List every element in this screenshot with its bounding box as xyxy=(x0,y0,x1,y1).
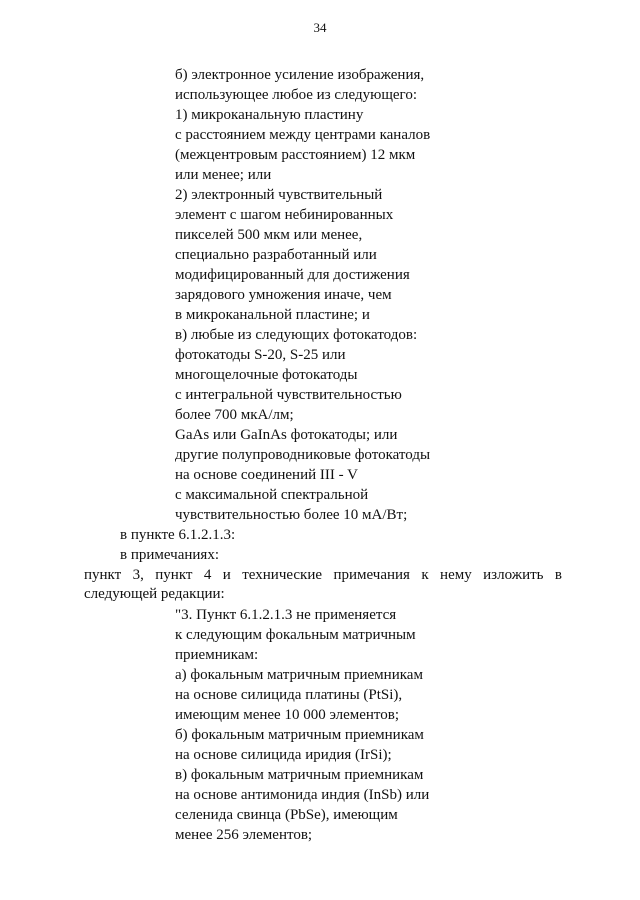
text-line: в примечаниях: xyxy=(120,547,219,563)
text-line: "3. Пункт 6.1.2.1.3 не применяется xyxy=(175,607,397,623)
text-line: в) фокальным матричным приемникам xyxy=(175,767,424,783)
text-line: с расстоянием между центрами каналов xyxy=(175,127,431,143)
text-line: использующее любое из следующего: xyxy=(175,87,417,103)
text-line: б) фокальным матричным приемникам xyxy=(175,727,424,743)
text-line: элемент с шагом небинированных xyxy=(175,207,394,223)
text-line: более 700 мкА/лм; xyxy=(175,407,294,423)
text-line: GaAs или GaInAs фотокатоды; или xyxy=(175,427,398,443)
text-line: специально разработанный или xyxy=(175,247,377,263)
text-line: а) фокальным матричным приемникам xyxy=(175,667,423,683)
text-line: чувствительностью более 10 мА/Вт; xyxy=(175,507,408,523)
text-line: (межцентровым расстоянием) 12 мкм xyxy=(175,147,416,163)
text-line: на основе силицида платины (PtSi), xyxy=(175,687,403,703)
text-line: модифицированный для достижения xyxy=(175,267,410,283)
text-line: с максимальной спектральной xyxy=(175,487,369,503)
text-line: с интегральной чувствительностью xyxy=(175,387,402,403)
text-line: б) электронное усиление изображения, xyxy=(175,67,425,83)
text-line: менее 256 элементов; xyxy=(175,827,313,843)
text-line: 1) микроканальную пластину xyxy=(175,107,364,123)
text-line: на основе силицида иридия (IrSi); xyxy=(175,747,392,763)
text-line: многощелочные фотокатоды xyxy=(175,367,358,383)
text-line: приемникам: xyxy=(175,647,259,663)
page-number: 34 xyxy=(313,20,327,35)
text-line: 2) электронный чувствительный xyxy=(175,187,383,203)
amendment-paragraph: пункт 3, пункт 4 и технические примечания к нему изложить в следующей редакции: xyxy=(84,567,562,602)
text-line: в микроканальной пластине; и xyxy=(175,307,370,323)
text-line: в) любые из следующих фотокатодов: xyxy=(175,327,418,343)
text-line: или менее; или xyxy=(175,167,272,183)
text-line: селенида свинца (PbSe), имеющим xyxy=(175,807,398,823)
text-line: зарядового умножения иначе, чем xyxy=(175,287,392,303)
text-line: фотокатоды S-20, S-25 или xyxy=(175,347,346,363)
text-line: на основе соединений III - V xyxy=(175,467,358,483)
text-line: к следующим фокальным матричным xyxy=(175,627,416,643)
text-line: пикселей 500 мкм или менее, xyxy=(175,227,363,243)
text-line: на основе антимонида индия (InSb) или xyxy=(175,787,430,803)
text-line: имеющим менее 10 000 элементов; xyxy=(175,707,400,723)
text-line: другие полупроводниковые фотокатоды xyxy=(175,447,431,463)
text-line: в пункте 6.1.2.1.3: xyxy=(120,527,236,543)
